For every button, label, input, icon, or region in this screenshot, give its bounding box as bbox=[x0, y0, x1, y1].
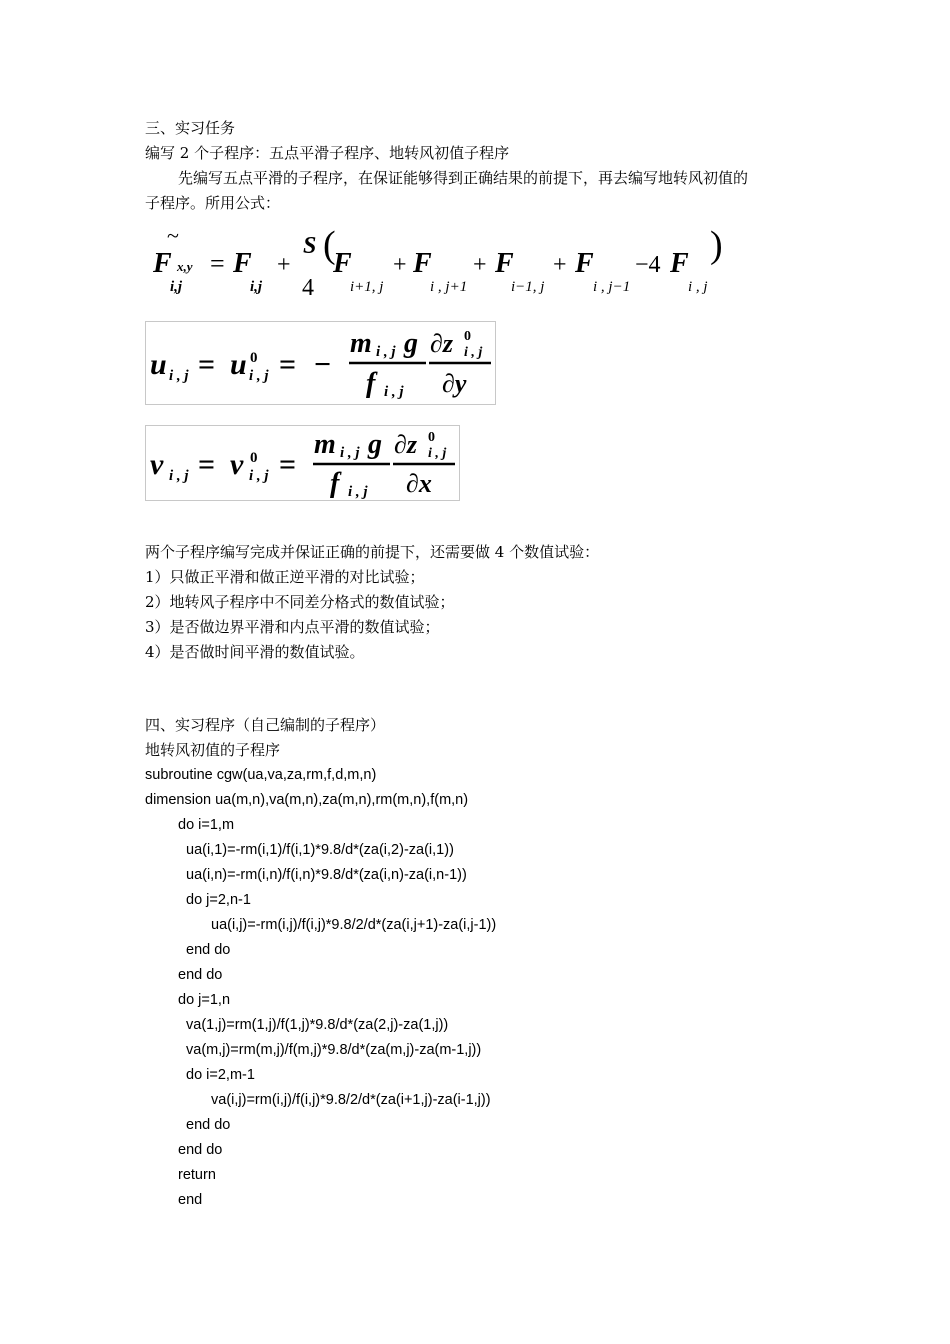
t2-symbol: F bbox=[413, 248, 432, 279]
lhs-symbol: F bbox=[153, 248, 172, 279]
t2-subscript: i , j+1 bbox=[430, 279, 468, 295]
v-lhs: v bbox=[150, 448, 164, 481]
u-formula-box bbox=[145, 321, 496, 405]
t5-subscript: i , j bbox=[688, 279, 708, 295]
code-line: end do bbox=[186, 1117, 231, 1133]
u-deriv-num: ∂z bbox=[430, 329, 453, 358]
v-mid: v bbox=[230, 448, 244, 481]
experiment-item: 3）是否做边界平滑和内点平滑的数值试验； bbox=[145, 618, 440, 636]
u-equals-2: = bbox=[279, 348, 297, 381]
t1-symbol: F bbox=[333, 248, 352, 279]
code-line: subroutine cgw(ua,va,za,rm,f,d,m,n) bbox=[145, 767, 377, 783]
u-formula bbox=[146, 322, 495, 404]
u-deriv-sup: 0 bbox=[464, 329, 471, 344]
u-lhs: u bbox=[150, 348, 167, 381]
section4-heading: 四、实习程序（自己编制的子程序） bbox=[145, 716, 386, 734]
code-line: end do bbox=[186, 942, 231, 958]
v-den-f: f bbox=[330, 468, 340, 499]
code-line: va(1,j)=rm(1,j)/f(1,j)*9.8/d*(za(2,j)-za(1,j)) bbox=[186, 1017, 449, 1033]
t1-subscript: i+1, j bbox=[350, 279, 384, 295]
section3-heading: 三、实习任务 bbox=[145, 119, 236, 137]
u-den-subscript: i , j bbox=[384, 384, 404, 400]
code-line: do j=1,n bbox=[178, 992, 231, 1008]
u-deriv-den: ∂y bbox=[442, 369, 467, 398]
t4-symbol: F bbox=[575, 248, 594, 279]
paragraph-line-1: 先编写五点平滑的子程序，在保证能够得到正确结果的前提下，再去编写地转风初值的 bbox=[178, 169, 749, 187]
v-deriv-sup: 0 bbox=[428, 430, 435, 445]
code-line: dimension ua(m,n),va(m,n),za(m,n),rm(m,n),f(m,n) bbox=[145, 792, 469, 808]
u-num-subscript: i , j bbox=[376, 344, 396, 360]
v-equals-2: = bbox=[279, 448, 297, 481]
v-deriv-num: ∂z bbox=[394, 430, 417, 459]
u-equals-1: = bbox=[198, 348, 216, 381]
code-line: ua(i,n)=-rm(i,n)/f(i,n)*9.8/d*(za(i,n)-za(i,n-1)) bbox=[186, 867, 467, 883]
v-deriv-subscript: i , j bbox=[428, 446, 447, 461]
code-line: end do bbox=[178, 967, 223, 983]
right-paren: ) bbox=[710, 225, 723, 266]
u-mid-subscript: i , j bbox=[249, 368, 269, 384]
u-deriv-subscript: i , j bbox=[464, 345, 483, 360]
lhs-superscript: x,y bbox=[177, 259, 193, 274]
t3-subscript: i−1, j bbox=[511, 279, 545, 295]
code-line: return bbox=[178, 1167, 216, 1183]
v-deriv-den: ∂x bbox=[406, 469, 432, 498]
u-num-m: m bbox=[350, 328, 372, 359]
code-line: va(m,j)=rm(m,j)/f(m,j)*9.8/d*(za(m,j)-za(m-1,j)) bbox=[186, 1042, 482, 1058]
paragraph-line-2: 子程序。所用公式： bbox=[145, 194, 281, 212]
plus-sign: + bbox=[277, 252, 291, 278]
t4-subscript: i , j−1 bbox=[593, 279, 631, 295]
minus-four: −4 bbox=[635, 252, 661, 278]
t3-symbol: F bbox=[495, 248, 514, 279]
tilde-mark: ~ bbox=[167, 225, 179, 248]
v-formula bbox=[146, 426, 459, 500]
u-lhs-subscript: i , j bbox=[169, 368, 189, 384]
left-paren: ( bbox=[323, 225, 336, 266]
v-lhs-subscript: i , j bbox=[169, 468, 189, 484]
term0-subscript: i,j bbox=[250, 279, 263, 295]
code-line: do j=2,n-1 bbox=[186, 892, 251, 908]
u-num-g: g bbox=[404, 328, 418, 359]
u-negative: − bbox=[314, 348, 332, 381]
coef-denominator: 4 bbox=[302, 275, 314, 301]
code-line: va(i,j)=rm(i,j)/f(i,j)*9.8/2/d*(za(i+1,j)-za(i-1,j)) bbox=[211, 1092, 491, 1108]
code-line: do i=1,m bbox=[178, 817, 235, 833]
u-mid: u bbox=[230, 348, 247, 381]
lhs-subscript: i,j bbox=[170, 279, 183, 295]
experiment-item: 4）是否做时间平滑的数值试验。 bbox=[145, 643, 365, 661]
code-line: end do bbox=[178, 1142, 223, 1158]
plus-sign-2: + bbox=[393, 252, 407, 278]
code-line: end bbox=[178, 1192, 203, 1208]
experiments-intro: 两个子程序编写完成并保证正确的前提下，还需要做 4 个数值试验： bbox=[145, 543, 600, 561]
task-line: 编写 2 个子程序：五点平滑子程序、地转风初值子程序 bbox=[145, 144, 510, 162]
v-mid-sup: 0 bbox=[250, 450, 258, 466]
code-line: ua(i,1)=-rm(i,1)/f(i,1)*9.8/d*(za(i,2)-za(i,1)) bbox=[186, 842, 454, 858]
section4-subheading: 地转风初值的子程序 bbox=[145, 741, 281, 759]
plus-sign-4: + bbox=[553, 252, 567, 278]
t5-symbol: F bbox=[670, 248, 689, 279]
plus-sign-3: + bbox=[473, 252, 487, 278]
experiment-item: 2）地转风子程序中不同差分格式的数值试验； bbox=[145, 593, 455, 611]
code-line: do i=2,m-1 bbox=[186, 1067, 255, 1083]
smoothing-formula bbox=[145, 225, 745, 305]
coef-numerator: S bbox=[303, 233, 317, 259]
experiment-item: 1）只做正平滑和做正逆平滑的对比试验； bbox=[145, 568, 425, 586]
v-equals-1: = bbox=[198, 448, 216, 481]
u-mid-sup: 0 bbox=[250, 350, 258, 366]
term0-symbol: F bbox=[233, 248, 252, 279]
v-den-subscript: i , j bbox=[348, 484, 368, 500]
v-mid-subscript: i , j bbox=[249, 468, 269, 484]
code-line: ua(i,j)=-rm(i,j)/f(i,j)*9.8/2/d*(za(i,j+1)-za(i,j-1)) bbox=[211, 917, 497, 933]
v-num-m: m bbox=[314, 429, 336, 460]
equals-sign: = bbox=[210, 249, 225, 278]
u-den-f: f bbox=[366, 368, 376, 399]
v-num-subscript: i , j bbox=[340, 445, 360, 461]
v-formula-box bbox=[145, 425, 460, 501]
v-num-g: g bbox=[368, 429, 382, 460]
